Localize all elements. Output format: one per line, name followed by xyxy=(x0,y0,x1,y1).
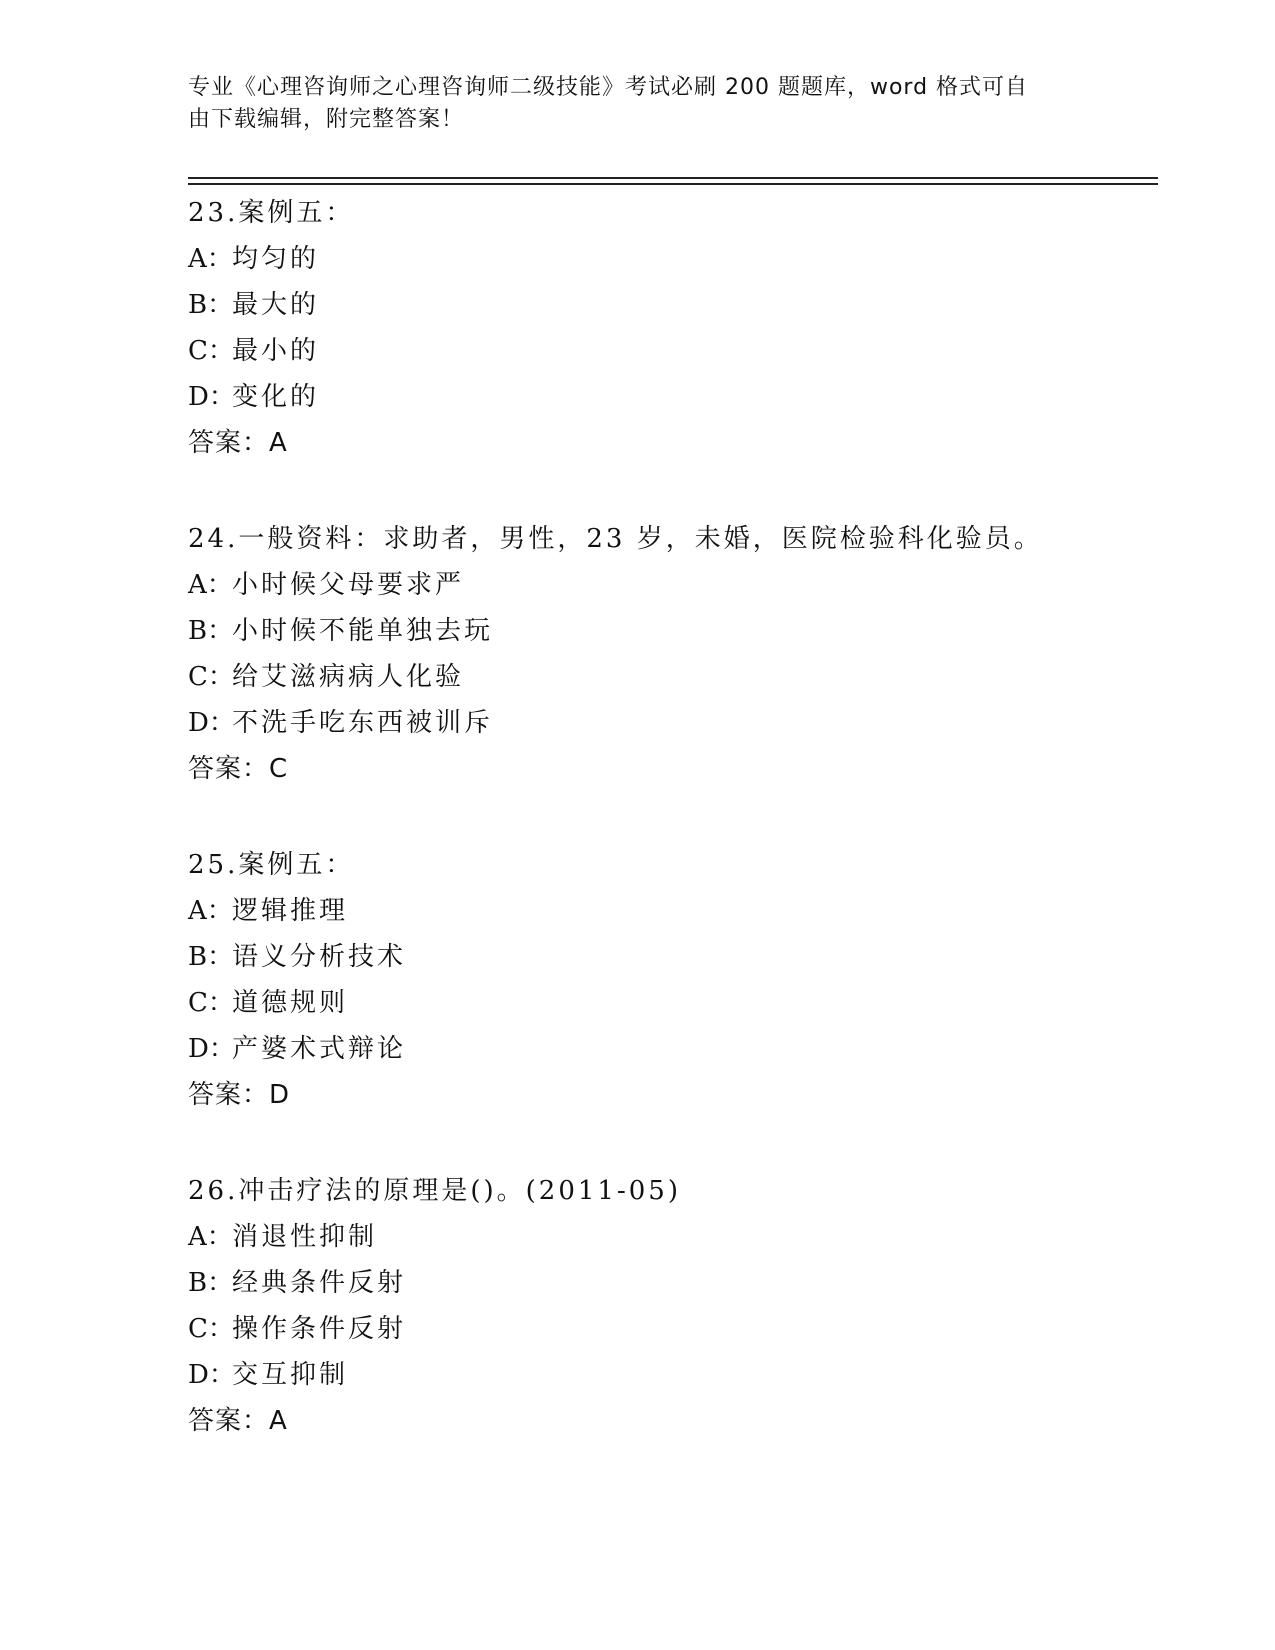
option-text: 最大的 xyxy=(232,290,320,320)
option-text: 给艾滋病病人化验 xyxy=(232,662,465,692)
option-key: D： xyxy=(188,1034,235,1064)
header-divider-bottom xyxy=(188,183,1158,185)
option-text: 消退性抑制 xyxy=(232,1222,378,1252)
question-item xyxy=(188,190,1148,466)
question-item xyxy=(188,842,1148,1118)
option-text: 变化的 xyxy=(232,382,320,412)
option-text: 交互抑制 xyxy=(232,1360,349,1390)
option-key: A： xyxy=(188,244,233,274)
option-text: 均匀的 xyxy=(232,244,320,274)
question-item xyxy=(188,1168,1148,1444)
question-item xyxy=(188,516,1148,792)
option-d xyxy=(188,1026,1148,1072)
option-key: D： xyxy=(188,1360,235,1390)
question-list xyxy=(188,190,1148,1494)
option-b xyxy=(188,282,1148,328)
option-b xyxy=(188,1260,1148,1306)
option-key: B： xyxy=(188,616,234,646)
option-c xyxy=(188,980,1148,1026)
option-text: 不洗手吃东西被训斥 xyxy=(232,708,494,738)
option-text: 产婆术式辩论 xyxy=(232,1034,407,1064)
question-stem: 24.一般资料：求助者，男性，23 岁，未婚，医院检验科化验员。 xyxy=(188,524,1043,554)
option-key: B： xyxy=(188,942,234,972)
option-d xyxy=(188,700,1148,746)
option-a xyxy=(188,888,1148,934)
answer-line: 答案：A xyxy=(188,428,288,458)
option-key: A： xyxy=(188,1222,233,1252)
option-d xyxy=(188,1352,1148,1398)
option-key: C： xyxy=(188,662,234,692)
option-text: 操作条件反射 xyxy=(232,1314,407,1344)
document-header xyxy=(188,72,1088,136)
option-key: C： xyxy=(188,988,234,1018)
question-stem: 23.案例五： xyxy=(188,198,355,228)
option-b xyxy=(188,934,1148,980)
answer-line: 答案：C xyxy=(188,754,289,784)
option-text: 小时候父母要求严 xyxy=(232,570,465,600)
header-line-1: 专业《心理咨询师之心理咨询师二级技能》考试必刷 200 题题库，word 格式可自 xyxy=(188,75,1029,100)
option-a xyxy=(188,1214,1148,1260)
option-key: C： xyxy=(188,336,234,366)
option-key: D： xyxy=(188,708,235,738)
option-text: 最小的 xyxy=(232,336,320,366)
header-line-2: 由下载编辑，附完整答案！ xyxy=(188,107,465,132)
option-b xyxy=(188,608,1148,654)
option-key: B： xyxy=(188,1268,234,1298)
option-c xyxy=(188,328,1148,374)
option-a xyxy=(188,236,1148,282)
answer-line: 答案：D xyxy=(188,1080,291,1110)
option-text: 经典条件反射 xyxy=(232,1268,407,1298)
option-key: A： xyxy=(188,896,233,926)
option-text: 逻辑推理 xyxy=(232,896,349,926)
option-text: 语义分析技术 xyxy=(232,942,407,972)
option-d xyxy=(188,374,1148,420)
option-a xyxy=(188,562,1148,608)
option-c xyxy=(188,654,1148,700)
option-c xyxy=(188,1306,1148,1352)
option-key: D： xyxy=(188,382,235,412)
option-key: A： xyxy=(188,570,233,600)
option-text: 道德规则 xyxy=(232,988,349,1018)
header-divider-top xyxy=(188,177,1158,179)
option-key: B： xyxy=(188,290,234,320)
option-key: C： xyxy=(188,1314,234,1344)
option-text: 小时候不能单独去玩 xyxy=(232,616,494,646)
question-stem: 26.冲击疗法的原理是()。(2011-05) xyxy=(188,1176,681,1206)
question-stem: 25.案例五： xyxy=(188,850,355,880)
answer-line: 答案：A xyxy=(188,1406,288,1436)
